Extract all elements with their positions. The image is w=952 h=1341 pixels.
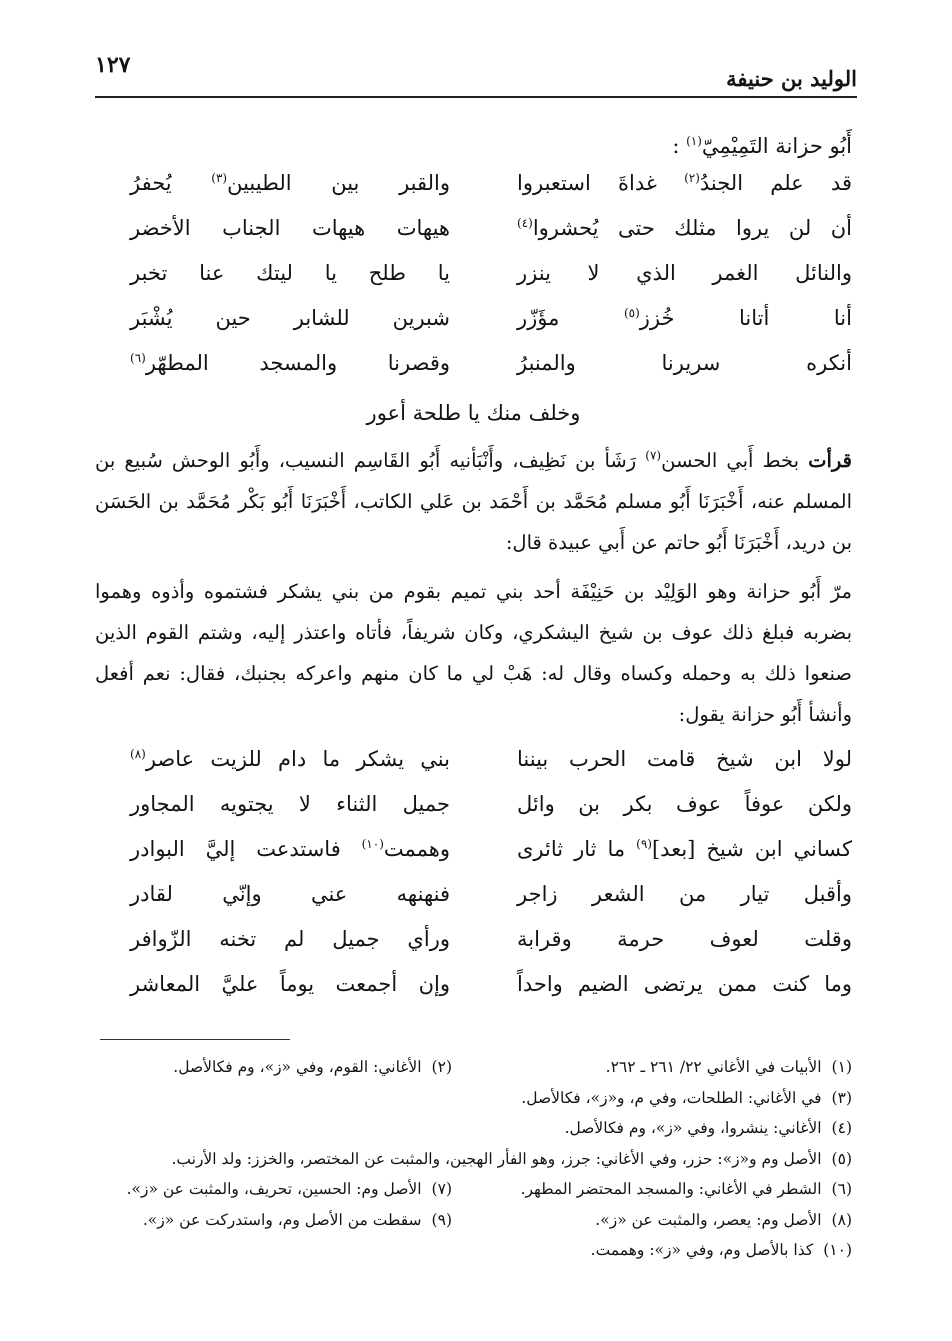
hemistich-first: وما كنت ممن يرتضى الضيم واحداً [517, 972, 852, 996]
footnote: (٨)الأصل وم: يعصر، والمثبت عن «ز». [595, 1210, 852, 1229]
paragraph-narrative: مرّ أَبُو حزانة وهو الوَلِيْد بن حَنِيْفَة أحد بني تميم بقوم من بني يشكر فشتموه وأذوه وهموا بضربه فبلغ ذلك عوف بن شيخ اليشكري، وكان شريفاً، فأتاه واعتذر إليه، وشتم القوم الذين صنعوا ذلك به وحمله وكساه وقال له: هَبْ لي ما كان منهم واعركه بجنبك، فقال: نعم أفعل وأنشأ أَبُو حزانة يقول: [95, 580, 852, 726]
hemistich-first: أن لن يروا مثلك حتى يُحشروا$^{(٤)}$ [517, 216, 852, 240]
footnote-row [95, 1235, 852, 1266]
hemistich-second: وإن أجمعت يوماً عليَّ المعاشر [130, 972, 450, 996]
hemistich-second: هيهات هيهات الجناب الأخضر [130, 216, 450, 240]
poem-2 [95, 743, 852, 1013]
verse [95, 923, 852, 968]
verse [95, 257, 852, 302]
footnote: (٩)سقطت من الأصل وم، واستدركت عن «ز». [142, 1210, 452, 1229]
page-header [95, 52, 857, 100]
verse [95, 212, 852, 257]
verse [95, 833, 852, 878]
hemistich-first: كساني ابن شيخ [بعد]$^{(٩)}$ ما ثار ثائرى [517, 837, 853, 861]
footnote: (٥)الأصل وم و«ز»: حزر، وفي الأغاني: جرز، وهو الفأر الهجين، والمثبت عن المختصر، والخزز: ولد الأرنب. [171, 1149, 852, 1168]
verse [95, 788, 852, 833]
paragraph-isnad: قرأت بخط أَبي الحسن$^{(٧)}$ رَشَأ بن نَظِيف، وأَنْبَأنيه أَبُو القَاسِم النسيب، وأَبُو الوحش سُبيع بن المسلم عنه، أَخْبَرَنَا أَبُو مسلم مُحَمَّد بن أَحْمَد بن عَلي الكاتب، أَخْبَرَنَا أَبُو بَكْر مُحَمَّد بن الحَسَن بن دريد، أَخْبَرَنَا أَبُو حاتم عن أَبي عبيدة قال: [95, 448, 852, 554]
verse [95, 743, 852, 788]
hemistich-first: أنا أتانا خُزز$^{(٥)}$ مؤَزّر [517, 306, 852, 330]
footnote-row [95, 1052, 852, 1083]
hemistich-second: فنهنهه عني وإنّي لقادر [130, 882, 450, 906]
running-title: الوليد بن حنيفة [726, 66, 857, 91]
hemistich-second: بني يشكر ما دام للزيت عاصر$^{(٨)}$ [130, 747, 450, 771]
paragraph-lead-word: قرأت [808, 449, 852, 472]
hemistich-first: وقلت لعوف حرمة وقرابة [517, 927, 852, 951]
poem-center-line: وخلف منك يا طلحة أعور [366, 401, 581, 425]
footnote-row [95, 1174, 852, 1205]
footnote-row [95, 1205, 852, 1236]
hemistich-second: ورأي جميل لم تخنه الزّوافر [130, 927, 450, 951]
footnote: (١)الأبيات في الأغاني ٢٢/ ٢٦١ ـ ٢٦٢. [605, 1058, 852, 1076]
footnote: (٦)الشطر في الأغاني: والمسجد المحتضر المطهر. [520, 1180, 852, 1198]
hemistich-first: ولكن عوفاً عوف بكر بن وائل [517, 792, 852, 816]
hemistich-first: والنائل الغمر الذي لا ينزر [517, 261, 852, 285]
footnote-ref: (٧) [645, 448, 662, 463]
footnote: (٤)الأغاني: ينشروا، وفي «ز»، وم فكالأصل. [564, 1119, 852, 1137]
page-body [95, 125, 852, 1013]
footnotes [95, 1052, 852, 1266]
poem-title: أَبُو حزانة التَمِيْمِيّ$^{(١)}$ : [672, 134, 852, 158]
hemistich-first: لولا ابن شيخ قامت الحرب بيننا [517, 747, 852, 771]
footnote-row [95, 1083, 852, 1114]
verse [95, 167, 852, 212]
hemistich-second: والقبر بين الطيبين$^{(٣)}$ يُحفرُ [130, 171, 450, 195]
footnote-ref: (١) [686, 134, 702, 148]
page-number: ١٢٧ [95, 52, 131, 78]
footnote: (١٠)كذا بالأصل وم، وفي «ز»: وهممت. [590, 1241, 852, 1259]
poem-1 [95, 167, 852, 434]
footnote-row [95, 1144, 852, 1175]
footnote: (٧)الأصل وم: الحسين، تحريف، والمثبت عن «ز». [126, 1180, 452, 1198]
footnote-rule [100, 1039, 290, 1040]
verse [95, 302, 852, 347]
hemistich-first: أنكره سريرنا والمنبرُ [517, 351, 852, 375]
hemistich-first: وأقبل تيار من الشعر زاجر [517, 882, 852, 906]
hemistich-second: وقصرنا والمسجد المطهّر$^{(٦)}$ [130, 351, 450, 375]
verse [95, 878, 852, 923]
hemistich-second: وهممت$^{(١٠)}$ فاستدعت إليَّ البوادر [130, 837, 450, 861]
hemistich-second: شبرين للشابر حين يُشْبَر [130, 306, 450, 330]
header-rule [95, 96, 857, 98]
footnote-row [95, 1113, 852, 1144]
verse [95, 347, 852, 392]
verse [95, 968, 852, 1013]
hemistich-second: يا طلح يا ليتك عنا تخبر [130, 261, 450, 285]
hemistich-first: قد علم الجندُ$^{(٢)}$ غداةَ استعبروا [517, 171, 852, 195]
footnote: (٣)في الأغاني: الطلحات، وفي م، و«ز»، فكالأصل. [521, 1088, 852, 1107]
hemistich-second: جميل الثناء لا يجتويه المجاور [130, 792, 450, 816]
footnote: (٢)الأغاني: القوم، وفي «ز»، وم فكالأصل. [173, 1058, 452, 1076]
